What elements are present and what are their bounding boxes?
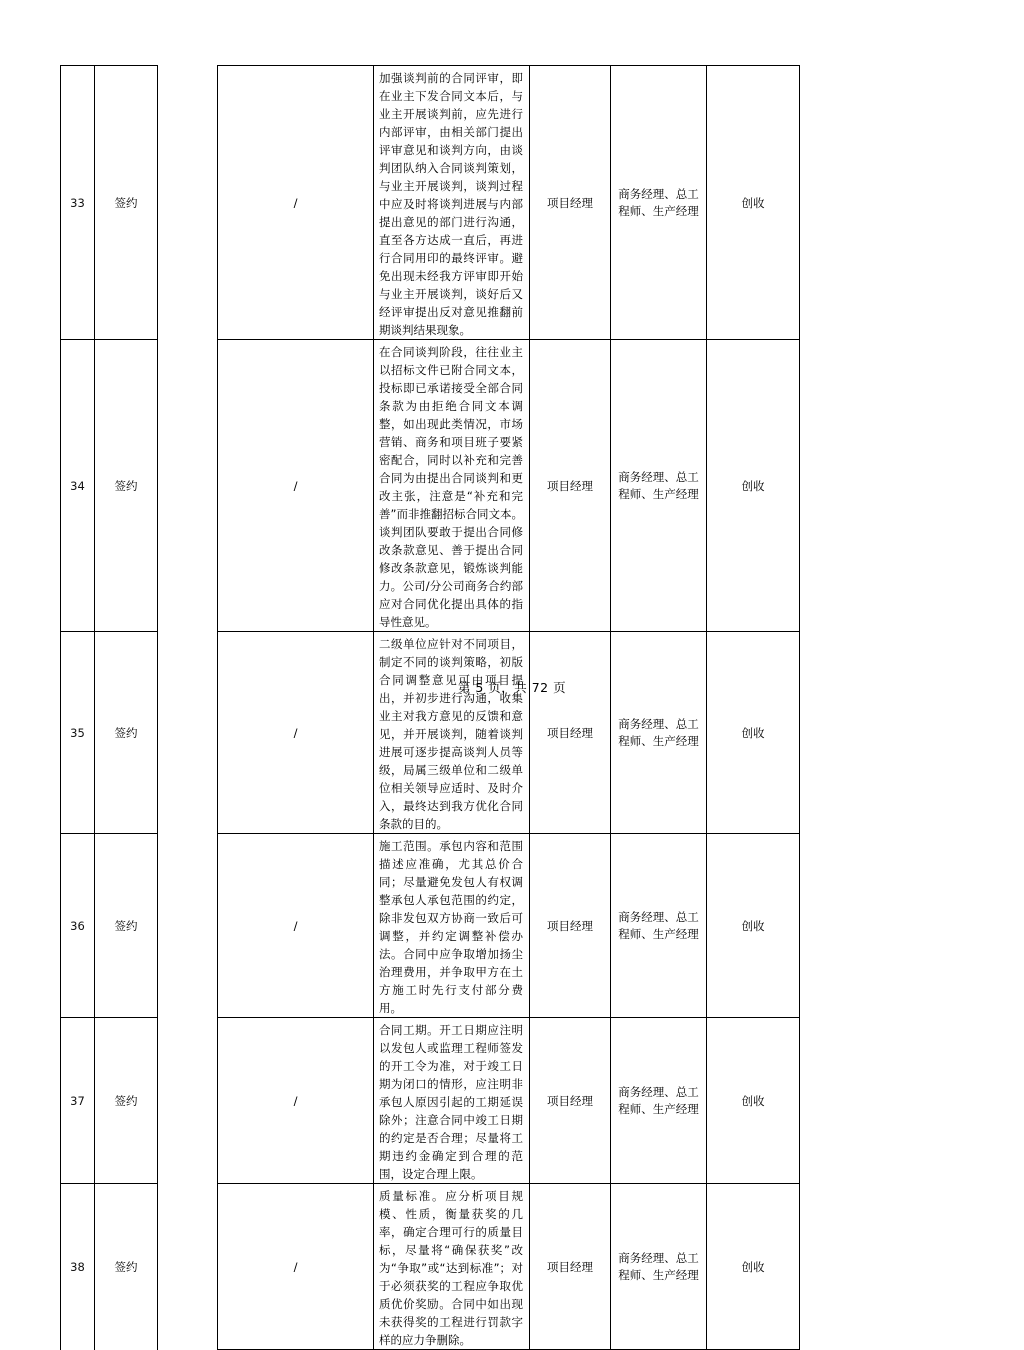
- row-number: 33: [61, 66, 95, 340]
- responsible-cell: 项目经理: [530, 66, 611, 340]
- blank-cell: [158, 1184, 218, 1350]
- category-cell: 创收: [707, 1018, 800, 1184]
- assisting-roles-cell: 商务经理、总工程师、生产经理: [611, 632, 707, 834]
- assisting-roles-cell: 商务经理、总工程师、生产经理: [611, 834, 707, 1018]
- page-footer: 第 5 页，共 72 页: [457, 680, 567, 695]
- blank-cell: [158, 1018, 218, 1184]
- measure-description: 合同工期。开工日期应注明以发包人或监理工程师签发的开工令为准，对于竣工日期为闭口的情形，应注明非承包人原因引起的工期延误除外；注意合同中竣工日期的约定是否合理；尽量将工期违约金确定到合理的范围，设定合理上限。: [374, 1018, 530, 1184]
- stage-cell: 签约: [95, 66, 158, 340]
- stage-cell: 签约: [95, 632, 158, 834]
- stage-cell: 签约: [95, 834, 158, 1018]
- measures-table: [60, 65, 800, 1350]
- row-number: 35: [61, 632, 95, 834]
- measure-description: 二级单位应针对不同项目，制定不同的谈判策略，初版合同调整意见可由项目提出，并初步进行沟通，收集业主对我方意见的反馈和意见，并开展谈判，随着谈判进展可逐步提高谈判人员等级，局属三级单位和二级单位相关领导应适时、及时介入，最终达到我方优化合同条款的目的。: [374, 632, 530, 834]
- responsible-cell: 项目经理: [530, 1184, 611, 1350]
- table-row: [61, 1018, 800, 1184]
- stage-cell: 签约: [95, 1018, 158, 1184]
- assisting-roles-cell: 商务经理、总工程师、生产经理: [611, 340, 707, 632]
- measure-description: 质量标准。应分析项目规模、性质，衡量获奖的几率，确定合理可行的质量目标，尽量将“确保获奖”改为“争取”或“达到标准”；对于必须获奖的工程应争取优质优价奖励。合同中如出现未获得奖的工程进行罚款字样的应力争删除。: [374, 1184, 530, 1350]
- slash-cell: /: [218, 66, 374, 340]
- slash-cell: /: [218, 340, 374, 632]
- slash-cell: /: [218, 1018, 374, 1184]
- assisting-roles-cell: 商务经理、总工程师、生产经理: [611, 66, 707, 340]
- category-cell: 创收: [707, 66, 800, 340]
- slash-cell: /: [218, 834, 374, 1018]
- row-number: 36: [61, 834, 95, 1018]
- table-row: [61, 632, 800, 834]
- row-number: 38: [61, 1184, 95, 1350]
- table-row: [61, 66, 800, 340]
- responsible-cell: 项目经理: [530, 340, 611, 632]
- row-number: 34: [61, 340, 95, 632]
- stage-cell: 签约: [95, 1184, 158, 1350]
- slash-cell: /: [218, 1184, 374, 1350]
- table-row: [61, 340, 800, 632]
- measure-description: 施工范围。承包内容和范围描述应准确，尤其总价合同；尽量避免发包人有权调整承包人承包范围的约定，除非发包双方协商一致后可调整，并约定调整补偿办法。合同中应争取增加扬尘治理费用，并争取甲方在土方施工时先行支付部分费用。: [374, 834, 530, 1018]
- measure-description: 在合同谈判阶段，往往业主以招标文件已附合同文本，投标即已承诺接受全部合同条款为由拒绝合同文本调整，如出现此类情况，市场营销、商务和项目班子要紧密配合，同时以补充和完善合同为由提出合同谈判和更改主张，注意是“补充和完善”而非推翻招标合同文本。谈判团队要敢于提出合同修改条款意见、善于提出合同修改条款意见，锻炼谈判能力。公司/分公司商务合约部应对合同优化提出具体的指导性意见。: [374, 340, 530, 632]
- category-cell: 创收: [707, 1184, 800, 1350]
- blank-cell: [158, 632, 218, 834]
- slash-cell: /: [218, 632, 374, 834]
- row-number: 37: [61, 1018, 95, 1184]
- category-cell: 创收: [707, 340, 800, 632]
- category-cell: 创收: [707, 834, 800, 1018]
- responsible-cell: 项目经理: [530, 1018, 611, 1184]
- measure-description: 加强谈判前的合同评审，即在业主下发合同文本后，与业主开展谈判前，应先进行内部评审，由相关部门提出评审意见和谈判方向，由谈判团队纳入合同谈判策划，与业主开展谈判，谈判过程中应及时将谈判进展与内部提出意见的部门进行沟通，直至各方达成一直后，再进行合同用印的最终评审。避免出现未经我方评审即开始与业主开展谈判，谈好后又经评审提出反对意见推翻前期谈判结果现象。: [374, 66, 530, 340]
- assisting-roles-cell: 商务经理、总工程师、生产经理: [611, 1184, 707, 1350]
- blank-cell: [158, 66, 218, 340]
- category-cell: 创收: [707, 632, 800, 834]
- table-row: [61, 834, 800, 1018]
- stage-cell: 签约: [95, 340, 158, 632]
- table-row: [61, 1184, 800, 1350]
- assisting-roles-cell: 商务经理、总工程师、生产经理: [611, 1018, 707, 1184]
- blank-cell: [158, 340, 218, 632]
- responsible-cell: 项目经理: [530, 834, 611, 1018]
- responsible-cell: 项目经理: [530, 632, 611, 834]
- blank-cell: [158, 834, 218, 1018]
